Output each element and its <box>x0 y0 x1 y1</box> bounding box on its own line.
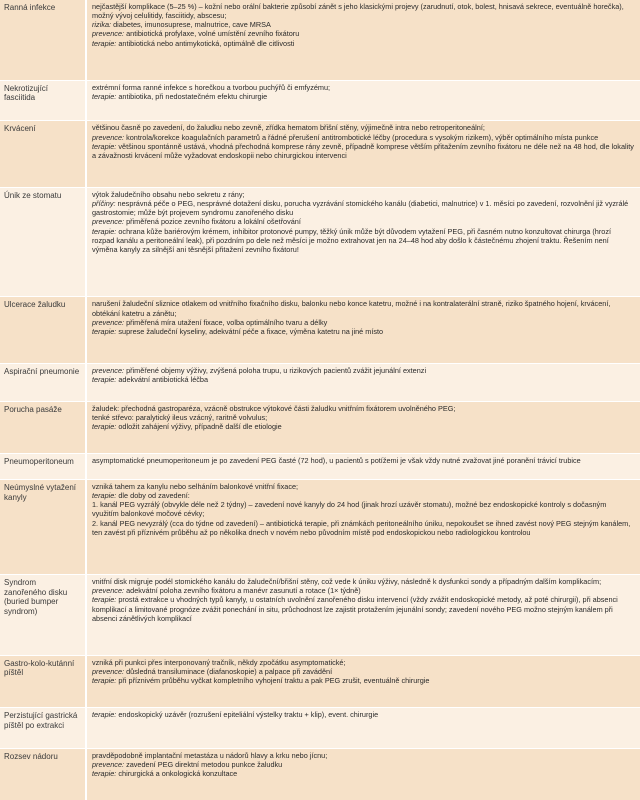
table-row <box>0 121 640 188</box>
description-line <box>92 710 635 719</box>
complication-description <box>86 121 640 188</box>
description-line <box>92 769 635 778</box>
complication-name: Nekrotizující fasciitida <box>0 80 86 121</box>
complication-name: Ranná infekce <box>0 0 86 80</box>
table-row <box>0 479 640 574</box>
description-line <box>92 413 635 422</box>
line-text: endoskopický uzávěr (rozrušení epiteliální výstelky traktu + klip), event. chirurgie <box>116 710 379 720</box>
line-label: rizika: <box>92 20 112 30</box>
line-label: terapie: <box>92 710 117 720</box>
description-line <box>92 133 635 142</box>
description-line <box>92 2 635 20</box>
complication-description <box>86 80 640 121</box>
line-text: tenké střevo: paralytický ileus vzácný, raritně volvulus; <box>92 412 268 422</box>
complication-name: Neúmyslné vytažení kanyly <box>0 479 86 574</box>
complication-description <box>86 575 640 656</box>
line-text: antibiotika, při nedostatečném efektu chirurgie <box>116 91 268 101</box>
line-text: nesprávná péče o PEG, nesprávné dotažení disku, porucha vyzrávání stomického kanálu (diabetici, malnutrice) v 1. měsíci po zavedení, rozvolnění již vyzrálé gastrostomie; může být projevem syndromu zanořeného disku <box>92 199 629 218</box>
complication-name: Rozsev nádoru <box>0 748 86 800</box>
description-line <box>92 29 635 38</box>
line-text: při příznivém průběhu vyčkat kompletního vyhojení traktu a pak PEG zrušit, eventuálně chirurgie <box>116 676 430 686</box>
description-line <box>92 422 635 431</box>
line-text: přiměřené objemy výživy, zvýšená poloha trupu, u rizikových pacientů zvážit jejunální extenzi <box>124 365 427 375</box>
line-text: zavedení PEG direktní metodou punkce žaludku <box>124 760 283 770</box>
description-line <box>92 20 635 29</box>
line-text: vnitřní disk migruje podél stomického kanálu do žaludeční/břišní stěny, což vede k úniku výživy, následně k dysfunkci sondy a případným dalším komplikacím; <box>92 577 602 587</box>
complication-name: Krvácení <box>0 121 86 188</box>
description-line <box>92 199 635 217</box>
line-label: prevence: <box>92 667 125 677</box>
line-text: odložit zahájení výživy, případně další dle etiologie <box>116 422 282 432</box>
complication-description <box>86 479 640 574</box>
description-line <box>92 500 635 518</box>
line-label: prevence: <box>92 760 125 770</box>
table-row <box>0 708 640 749</box>
table-row <box>0 575 640 656</box>
description-line <box>92 318 635 327</box>
complication-name: Porucha pasáže <box>0 401 86 453</box>
description-line <box>92 83 635 92</box>
line-label: terapie: <box>92 676 117 686</box>
line-text: extrémní forma ranné infekce s horečkou a tvorbou puchýřů či emfyzému; <box>92 82 331 92</box>
complication-name: Syndrom zanořeného disku (buried bumper syndrom) <box>0 575 86 656</box>
line-text: prostá extrakce u vhodných typů kanyly, u ostatních uvolnění zanořeného disku intervencí (vždy zvážit endoskopické metody, až poté chirurgii), při absenci komplikací a limitované prognóze zvážit ponechání in situ, průchodnost lze zajistit protažením jejunální sondy; zavedení nového PEG možno stejným kanálem při absenci zánětlivých komplikací <box>92 595 618 623</box>
line-label: terapie: <box>92 91 117 101</box>
description-line <box>92 217 635 226</box>
line-text: většinou spontánně ustává, vhodná přechodná komprese rány zevně, případně komprese větším přitažením zevního fixátoru ne déle než na 48 hod, dle lokality a závažnosti krvácení může vyžadovat endoskopii nebo chirurgickou intervenci <box>92 141 634 160</box>
description-line <box>92 327 635 336</box>
line-label: terapie: <box>92 491 117 501</box>
line-text: vzniká při punkci přes interponovaný tračník, někdy zpočátku asymptomatické; <box>92 657 346 667</box>
description-line <box>92 123 635 132</box>
line-text: přiměřená pozice zevního fixátoru a lokální ošetřování <box>124 217 301 227</box>
description-line <box>92 595 635 622</box>
line-label: terapie: <box>92 769 117 779</box>
description-line <box>92 482 635 491</box>
complication-description <box>86 655 640 707</box>
line-label: terapie: <box>92 326 117 336</box>
line-text: dle doby od zavedení: <box>116 491 190 501</box>
description-line <box>92 658 635 667</box>
complication-description <box>86 187 640 296</box>
line-text: pravděpodobně implantační metastáza u nádorů hlavy a krku nebo jícnu; <box>92 750 328 760</box>
table-row <box>0 80 640 121</box>
complication-description <box>86 297 640 364</box>
line-label: příčiny: <box>92 199 116 209</box>
line-text: kontrola/korekce koagulačních parametrů a řádné přerušení antitrombotické léčby (procedura s vysokým rizikem), výběr optimálního místa punkce <box>124 132 599 142</box>
description-line <box>92 456 635 465</box>
table-row <box>0 748 640 800</box>
line-text: suprese žaludeční kyseliny, adekvátní péče a fixace, výměna katetru na jiné místo <box>116 326 384 336</box>
description-line <box>92 586 635 595</box>
line-text: 1. kanál PEG vyzrálý (obvykle déle než 2 týdny) – zavedení nové kanyly do 24 hod (jinak hrozí uzávěr stomatu), možné bez endoskopické kontroly s dočasným využitím balonkové močové cévky; <box>92 500 607 519</box>
line-text: ochrana kůže bariérovým krémem, inhibitor protonové pumpy, těžký únik může být důvodem vytažení PEG, při časném nutno konzultovat chirurga (hrozí rozpad kanálu a peritoneální leak), při pozdním po dele než měsíci je možno extrahovat jen na 24–48 hod aby došlo k částečnému zhojení traktu. Řešením není výměna kanyly za silnější ani těsnější přitažení zevního fixátoru! <box>92 226 612 254</box>
description-line <box>92 190 635 199</box>
complication-description <box>86 401 640 453</box>
table-row <box>0 363 640 401</box>
line-text: asymptomatické pneumoperitoneum je po zavedení PEG časté (72 hod), u pacientů s potížemi je však vždy nutné zvažovat jiné poranění trávicí trubice <box>92 456 581 466</box>
description-line <box>92 491 635 500</box>
description-line <box>92 577 635 586</box>
description-line <box>92 142 635 160</box>
table-row <box>0 401 640 453</box>
complication-name: Perzistující gastrická píštěl po extrakci <box>0 708 86 749</box>
description-line <box>92 676 635 685</box>
description-line <box>92 39 635 48</box>
line-text: vzniká tahem za kanylu nebo selháním balonkové vnitřní fixace; <box>92 481 299 491</box>
description-line <box>92 366 635 375</box>
line-label: prevence: <box>92 365 125 375</box>
table-row <box>0 655 640 707</box>
line-text: důsledná transiluminace (diafanoskopie) a palpace při zavádění <box>124 667 333 677</box>
complication-description <box>86 708 640 749</box>
line-label: prevence: <box>92 132 125 142</box>
complication-description <box>86 0 640 80</box>
table-row <box>0 0 640 80</box>
description-line <box>92 299 635 317</box>
complication-name: Aspirační pneumonie <box>0 363 86 401</box>
complication-name: Gastro-kolo-kutánní píštěl <box>0 655 86 707</box>
line-label: terapie: <box>92 38 117 48</box>
description-line <box>92 760 635 769</box>
line-text: adekvátní antibiotická léčba <box>116 375 209 385</box>
line-text: žaludek: přechodná gastroparéza, vzácně obstrukce výtokové části žaludku vnitřním fixátorem uvolněného PEG; <box>92 403 456 413</box>
line-text: narušení žaludeční sliznice otlakem od vnitřního fixačního disku, balonku nebo konce katetru, možné i na kontralaterální straně, riziko špatného hojení, krvácení, obtékání katetru a zánětu; <box>92 299 611 318</box>
description-line <box>92 92 635 101</box>
line-text: 2. kanál PEG nevyzrálý (cca do týdne od zavedení) – antibiotická terapie, při známkách peritoneálního úniku, nepokoušet se ihned zavést nový PEG stejným kanálem, ten zavést při příznivém průběhu až po několika dnech v novém nebo původním místě pod endoskopickou nebo radiologickou kontrolou <box>92 518 631 537</box>
line-label: terapie: <box>92 595 117 605</box>
line-label: prevence: <box>92 317 125 327</box>
line-label: terapie: <box>92 375 117 385</box>
description-line <box>92 519 635 537</box>
line-text: adekvátní poloha zevního fixátoru a manévr zasunutí a rotace (1× týdně) <box>124 586 361 596</box>
complication-name: Pneumoperitoneum <box>0 454 86 480</box>
complication-description <box>86 454 640 480</box>
line-text: antibiotická nebo antimykotická, optimálně dle citlivosti <box>116 38 295 48</box>
table-row <box>0 297 640 364</box>
line-text: antibiotická profylaxe, volné umístění zevního fixátoru <box>124 29 300 39</box>
line-text: přiměřená míra utažení fixace, volba optimálního tvaru a délky <box>124 317 328 327</box>
line-text: výtok žaludečního obsahu nebo sekretu z rány; <box>92 189 245 199</box>
table-row <box>0 187 640 296</box>
description-line <box>92 751 635 760</box>
description-line <box>92 227 635 254</box>
line-label: terapie: <box>92 422 117 432</box>
line-label: prevence: <box>92 217 125 227</box>
description-line <box>92 375 635 384</box>
line-text: nejčastější komplikace (5–25 %) – kožní nebo orální bakterie způsobí zánět s jeho klasickými projevy (zarudnutí, otok, bolest, hnisavá sekrece, eventuálně horečka), možný vývoj celulitidy, fasciitidy, abscesu; <box>92 2 624 21</box>
table-row <box>0 454 640 480</box>
line-text: chirurgická a onkologická konzultace <box>116 769 238 779</box>
description-line <box>92 404 635 413</box>
complication-description <box>86 363 640 401</box>
line-label: prevence: <box>92 29 125 39</box>
description-line <box>92 667 635 676</box>
line-label: prevence: <box>92 586 125 596</box>
line-label: terapie: <box>92 226 117 236</box>
line-text: většinou časně po zavedení, do žaludku nebo zevně, zřídka hematom břišní stěny, výjimečně intra nebo retroperitoneální; <box>92 123 485 133</box>
line-label: terapie: <box>92 141 117 151</box>
line-text: diabetes, imunosuprese, malnutrice, cave MRSA <box>111 20 271 30</box>
complication-description <box>86 748 640 800</box>
complication-name: Únik ze stomatu <box>0 187 86 296</box>
complication-name: Ulcerace žaludku <box>0 297 86 364</box>
